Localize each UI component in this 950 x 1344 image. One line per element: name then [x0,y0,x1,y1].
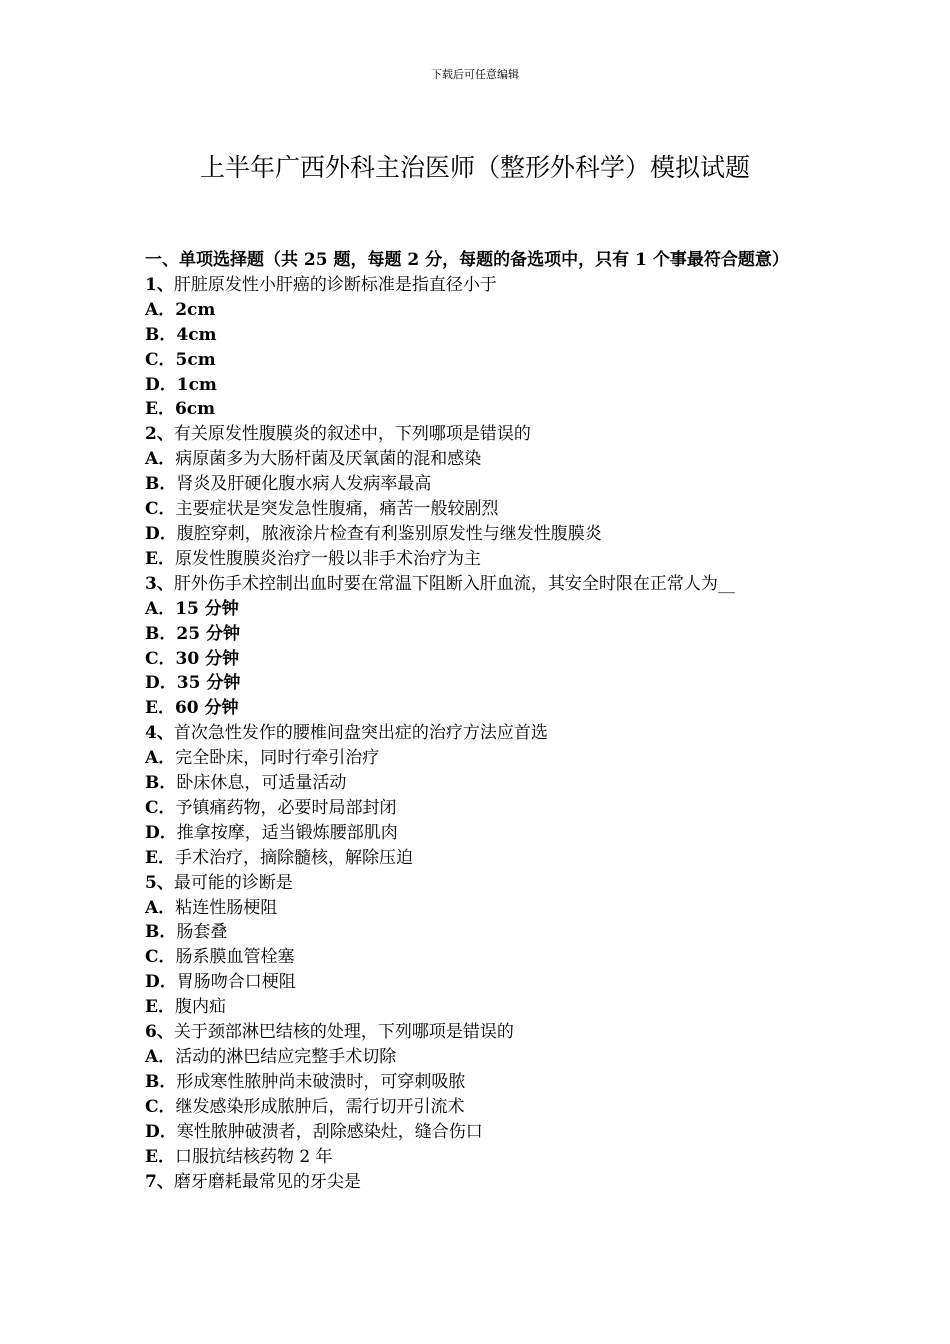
option-letter: E． [145,1146,175,1167]
option-letter: A． [145,299,176,320]
question-number: 6、 [145,1022,174,1043]
question-1 [145,273,810,298]
question-text: 肝外伤手术控制出血时要在常温下阻断入肝血流，其安全时限在正常人为__ [173,573,735,594]
option-4-3 [145,796,810,821]
option-text: 4cm [176,324,217,345]
option-text: 寒性脓肿破溃者，刮除感染灶，缝合伤口 [176,1121,483,1142]
option-letter: C． [145,648,176,669]
option-text: 60 分钟 [174,698,239,719]
option-5-4 [145,970,810,995]
option-letter: C． [145,1096,176,1117]
option-4-4 [145,821,810,846]
option-letter: D． [145,374,177,395]
option-text: 完全卧床，同时行牵引治疗 [175,748,380,769]
option-letter: B． [145,773,177,794]
option-5-3 [145,945,810,970]
option-letter: E． [145,997,175,1018]
option-text: 25 分钟 [176,623,240,644]
option-letter: B． [145,1071,177,1092]
option-2-2 [145,472,810,497]
option-text: 原发性腹膜炎治疗一般以非手术治疗为主 [174,548,481,569]
option-letter: C． [145,499,176,520]
option-text: 予镇痛药物，必要时局部封闭 [175,797,397,818]
document-body [145,248,810,1194]
option-text: 15 分钟 [175,598,239,619]
option-6-5 [145,1145,810,1170]
option-text: 形成寒性脓肿尚未破溃时，可穿刺吸脓 [176,1071,466,1092]
option-4-2 [145,771,810,796]
option-text: 主要症状是突发急性腹痛，痛苦一般较剧烈 [175,499,499,520]
option-text: 卧床休息，可适量活动 [176,773,347,794]
option-text: 病原菌多为大肠杆菌及厌氧菌的混和感染 [175,449,482,470]
question-text: 首次急性发作的腰椎间盘突出症的治疗方法应首选 [173,723,548,744]
option-text: 1cm [176,374,217,395]
option-1-1 [145,298,810,323]
option-text: 粘连性肠梗阻 [175,897,278,918]
option-1-2 [145,323,810,348]
option-letter: C． [145,349,176,370]
option-3-3 [145,647,810,672]
option-letter: A． [145,748,176,769]
question-3 [145,572,810,597]
option-1-4 [145,373,810,398]
option-text: 35 分钟 [176,673,241,694]
option-letter: B． [145,474,177,495]
option-3-1 [145,597,810,622]
option-6-4 [145,1120,810,1145]
option-letter: E． [145,698,175,719]
question-number: 5、 [145,872,174,893]
option-letter: D． [145,822,177,843]
option-4-1 [145,746,810,771]
option-text: 肠套叠 [176,922,228,943]
option-letter: E． [145,847,175,868]
option-letter: E． [145,399,175,420]
option-5-2 [145,920,810,945]
option-letter: D． [145,1121,177,1142]
option-5-5 [145,995,810,1020]
question-text: 磨牙磨耗最常见的牙尖是 [173,1171,361,1192]
option-text: 手术治疗，摘除髓核，解除压迫 [174,847,413,868]
option-3-5 [145,696,810,721]
question-7 [145,1170,810,1195]
option-text: 5cm [175,349,216,370]
question-list [145,273,810,1195]
option-1-5 [145,397,810,422]
header-note: 下载后可任意编辑 [431,68,519,81]
question-number: 3、 [145,573,174,594]
option-2-3 [145,497,810,522]
option-text: 腹腔穿刺，脓液涂片检查有利鉴别原发性与继发性腹膜炎 [176,523,602,544]
option-6-2 [145,1070,810,1095]
question-text: 有关原发性腹膜炎的叙述中，下列哪项是错误的 [173,424,531,445]
question-number: 1、 [145,274,174,295]
option-letter: A． [145,1047,176,1067]
option-text: 2cm [175,299,216,320]
option-letter: B． [145,324,177,345]
option-6-3 [145,1095,810,1120]
option-text: 30 分钟 [175,648,240,669]
option-letter: A． [145,598,176,619]
question-2 [145,422,810,447]
option-text: 肾炎及肝硬化腹水病人发病率最高 [176,474,432,495]
option-letter: C． [145,947,176,968]
question-text: 最可能的诊断是 [173,872,293,893]
option-letter: D． [145,523,177,544]
question-number: 7、 [145,1171,174,1192]
option-text: 肠系膜血管栓塞 [175,947,295,968]
question-4 [145,721,810,746]
question-number: 4、 [145,723,174,744]
question-text: 肝脏原发性小肝癌的诊断标准是指直径小于 [173,274,497,295]
document-title: 上半年广西外科主治医师（整形外科学）模拟试题 [199,153,750,182]
option-letter: C． [145,797,176,818]
option-letter: D． [145,972,177,993]
option-text: 胃肠吻合口梗阻 [176,972,296,993]
option-4-5 [145,846,810,871]
option-letter: A． [145,449,176,470]
question-5 [145,871,810,896]
option-3-4 [145,671,810,696]
section-heading: 一、单项选择题（共 25 题，每题 2 分，每题的备选项中，只有 1 个事最符合题意） [145,250,789,270]
option-2-1 [145,447,810,472]
option-letter: E． [145,548,175,569]
option-letter: B． [145,623,177,644]
option-6-1 [145,1045,810,1070]
option-text: 腹内疝 [174,997,226,1018]
option-2-5 [145,547,810,572]
option-5-1 [145,896,810,921]
option-3-2 [145,622,810,647]
option-letter: A． [145,897,176,918]
question-6 [145,1020,810,1045]
option-letter: B． [145,922,177,943]
option-text: 继发感染形成脓肿后，需行切开引流术 [175,1096,465,1117]
option-text: 推拿按摩，适当锻炼腰部肌肉 [176,822,398,843]
question-number: 2、 [145,424,174,445]
option-text: 6cm [174,399,216,420]
option-letter: D． [145,673,177,694]
option-text: 活动的淋巴结应完整手术切除 [175,1047,397,1067]
option-2-4 [145,522,810,547]
option-1-3 [145,348,810,373]
option-text: 口服抗结核药物 2 年 [174,1146,333,1167]
question-text: 关于颈部淋巴结核的处理，下列哪项是错误的 [173,1022,514,1043]
